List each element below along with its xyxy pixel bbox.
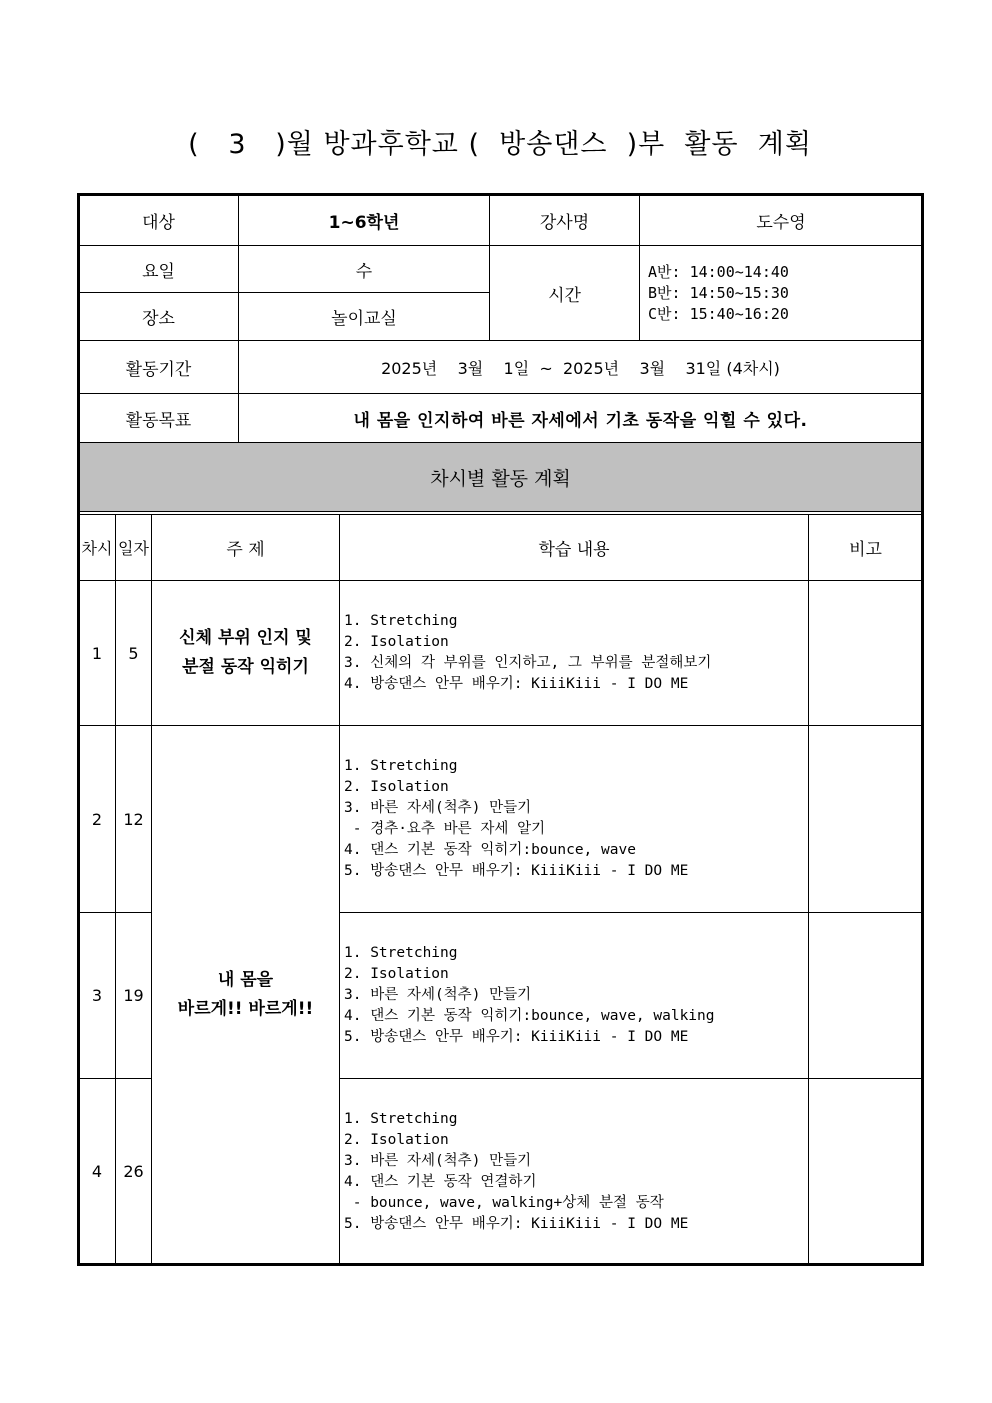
- header-note: 비고: [849, 540, 882, 560]
- header-session: 차시: [81, 539, 113, 558]
- session-date: 26: [123, 1162, 144, 1181]
- content-line: - bounce, wave, walking+상체 분절 동작: [344, 1194, 664, 1211]
- instructor-value: 도수영: [756, 212, 806, 233]
- content-line: 3. 바른 자세(척추) 만들기: [344, 987, 532, 1003]
- header-content: 학습 내용: [538, 540, 610, 560]
- content-line: 5. 방송댄스 안무 배우기: KiiiKiii - I DO ME: [344, 863, 689, 879]
- topic-line: 바르게!! 바르게!!: [177, 999, 314, 1019]
- table-outer-border: [77, 193, 924, 1266]
- header-topic: 주 제: [226, 540, 265, 560]
- document-title: ( 3 )월 방과후학교 ( 방송댄스 )부 활동 계획: [188, 129, 812, 160]
- header-date: 일자: [118, 539, 149, 558]
- session-number: 2: [91, 809, 103, 829]
- topic-line: 내 몸을: [217, 970, 274, 990]
- place-label: 장소: [142, 309, 175, 329]
- session-date: 5: [128, 643, 139, 663]
- content-line: 4. 댄스 기본 동작 연결하기: [344, 1173, 537, 1190]
- content-line: 3. 바른 자세(척추) 만들기: [344, 1152, 532, 1169]
- place-value: 놀이교실: [331, 309, 397, 329]
- content-line: 3. 바른 자세(척추) 만들기: [344, 800, 532, 816]
- content-line: 4. 댄스 기본 동작 익히기:bounce, wave: [344, 842, 636, 858]
- time-slot-c: C반: 15:40~16:20: [648, 304, 789, 323]
- content-line: - 경추·요추 바른 자세 알기: [344, 821, 546, 837]
- time-label: 시간: [548, 285, 581, 306]
- period-value: 2025년 3월 1일 ~ 2025년 3월 31일 (4차시): [381, 358, 780, 378]
- content-line: 2. Isolation: [344, 966, 449, 982]
- target-value: 1~6학년: [328, 212, 400, 233]
- period-label: 활동기간: [125, 359, 192, 380]
- session-number: 3: [91, 986, 103, 1005]
- time-slot-b: B반: 14:50~15:30: [648, 283, 789, 302]
- goal-value: 내 몸을 인지하여 바른 자세에서 기초 동작을 익힐 수 있다.: [353, 410, 808, 431]
- content-line: 3. 신체의 각 부위를 인지하고, 그 부위를 분절해보기: [344, 655, 712, 671]
- content-line: 2. Isolation: [344, 1131, 449, 1148]
- time-slot-a: A반: 14:00~14:40: [648, 262, 789, 281]
- topic-line: 신체 부위 인지 및: [179, 628, 312, 648]
- content-line: 2. Isolation: [344, 634, 449, 650]
- content-line: 1. Stretching: [344, 613, 458, 629]
- session-date: 19: [123, 986, 144, 1005]
- content-line: 2. Isolation: [344, 779, 449, 795]
- content-line: 4. 방송댄스 안무 배우기: KiiiKiii - I DO ME: [344, 676, 689, 692]
- goal-label: 활동목표: [125, 410, 192, 431]
- plan-section-heading: 차시별 활동 계획: [430, 467, 571, 490]
- content-line: 1. Stretching: [344, 1110, 458, 1127]
- topic-line: 분절 동작 익히기: [182, 657, 309, 677]
- content-line: 5. 방송댄스 안무 배우기: KiiiKiii - I DO ME: [344, 1029, 689, 1045]
- content-line: 1. Stretching: [344, 758, 458, 774]
- content-line: 1. Stretching: [344, 945, 458, 961]
- session-number: 4: [91, 1162, 103, 1181]
- day-value: 수: [355, 261, 373, 282]
- content-line: 5. 방송댄스 안무 배우기: KiiiKiii - I DO ME: [344, 1215, 689, 1232]
- target-label: 대상: [142, 212, 175, 233]
- instructor-label: 강사명: [539, 212, 590, 233]
- day-label: 요일: [142, 261, 175, 282]
- session-date: 12: [123, 809, 144, 829]
- session-number: 1: [91, 643, 103, 663]
- content-line: 4. 댄스 기본 동작 익히기:bounce, wave, walking: [344, 1008, 715, 1024]
